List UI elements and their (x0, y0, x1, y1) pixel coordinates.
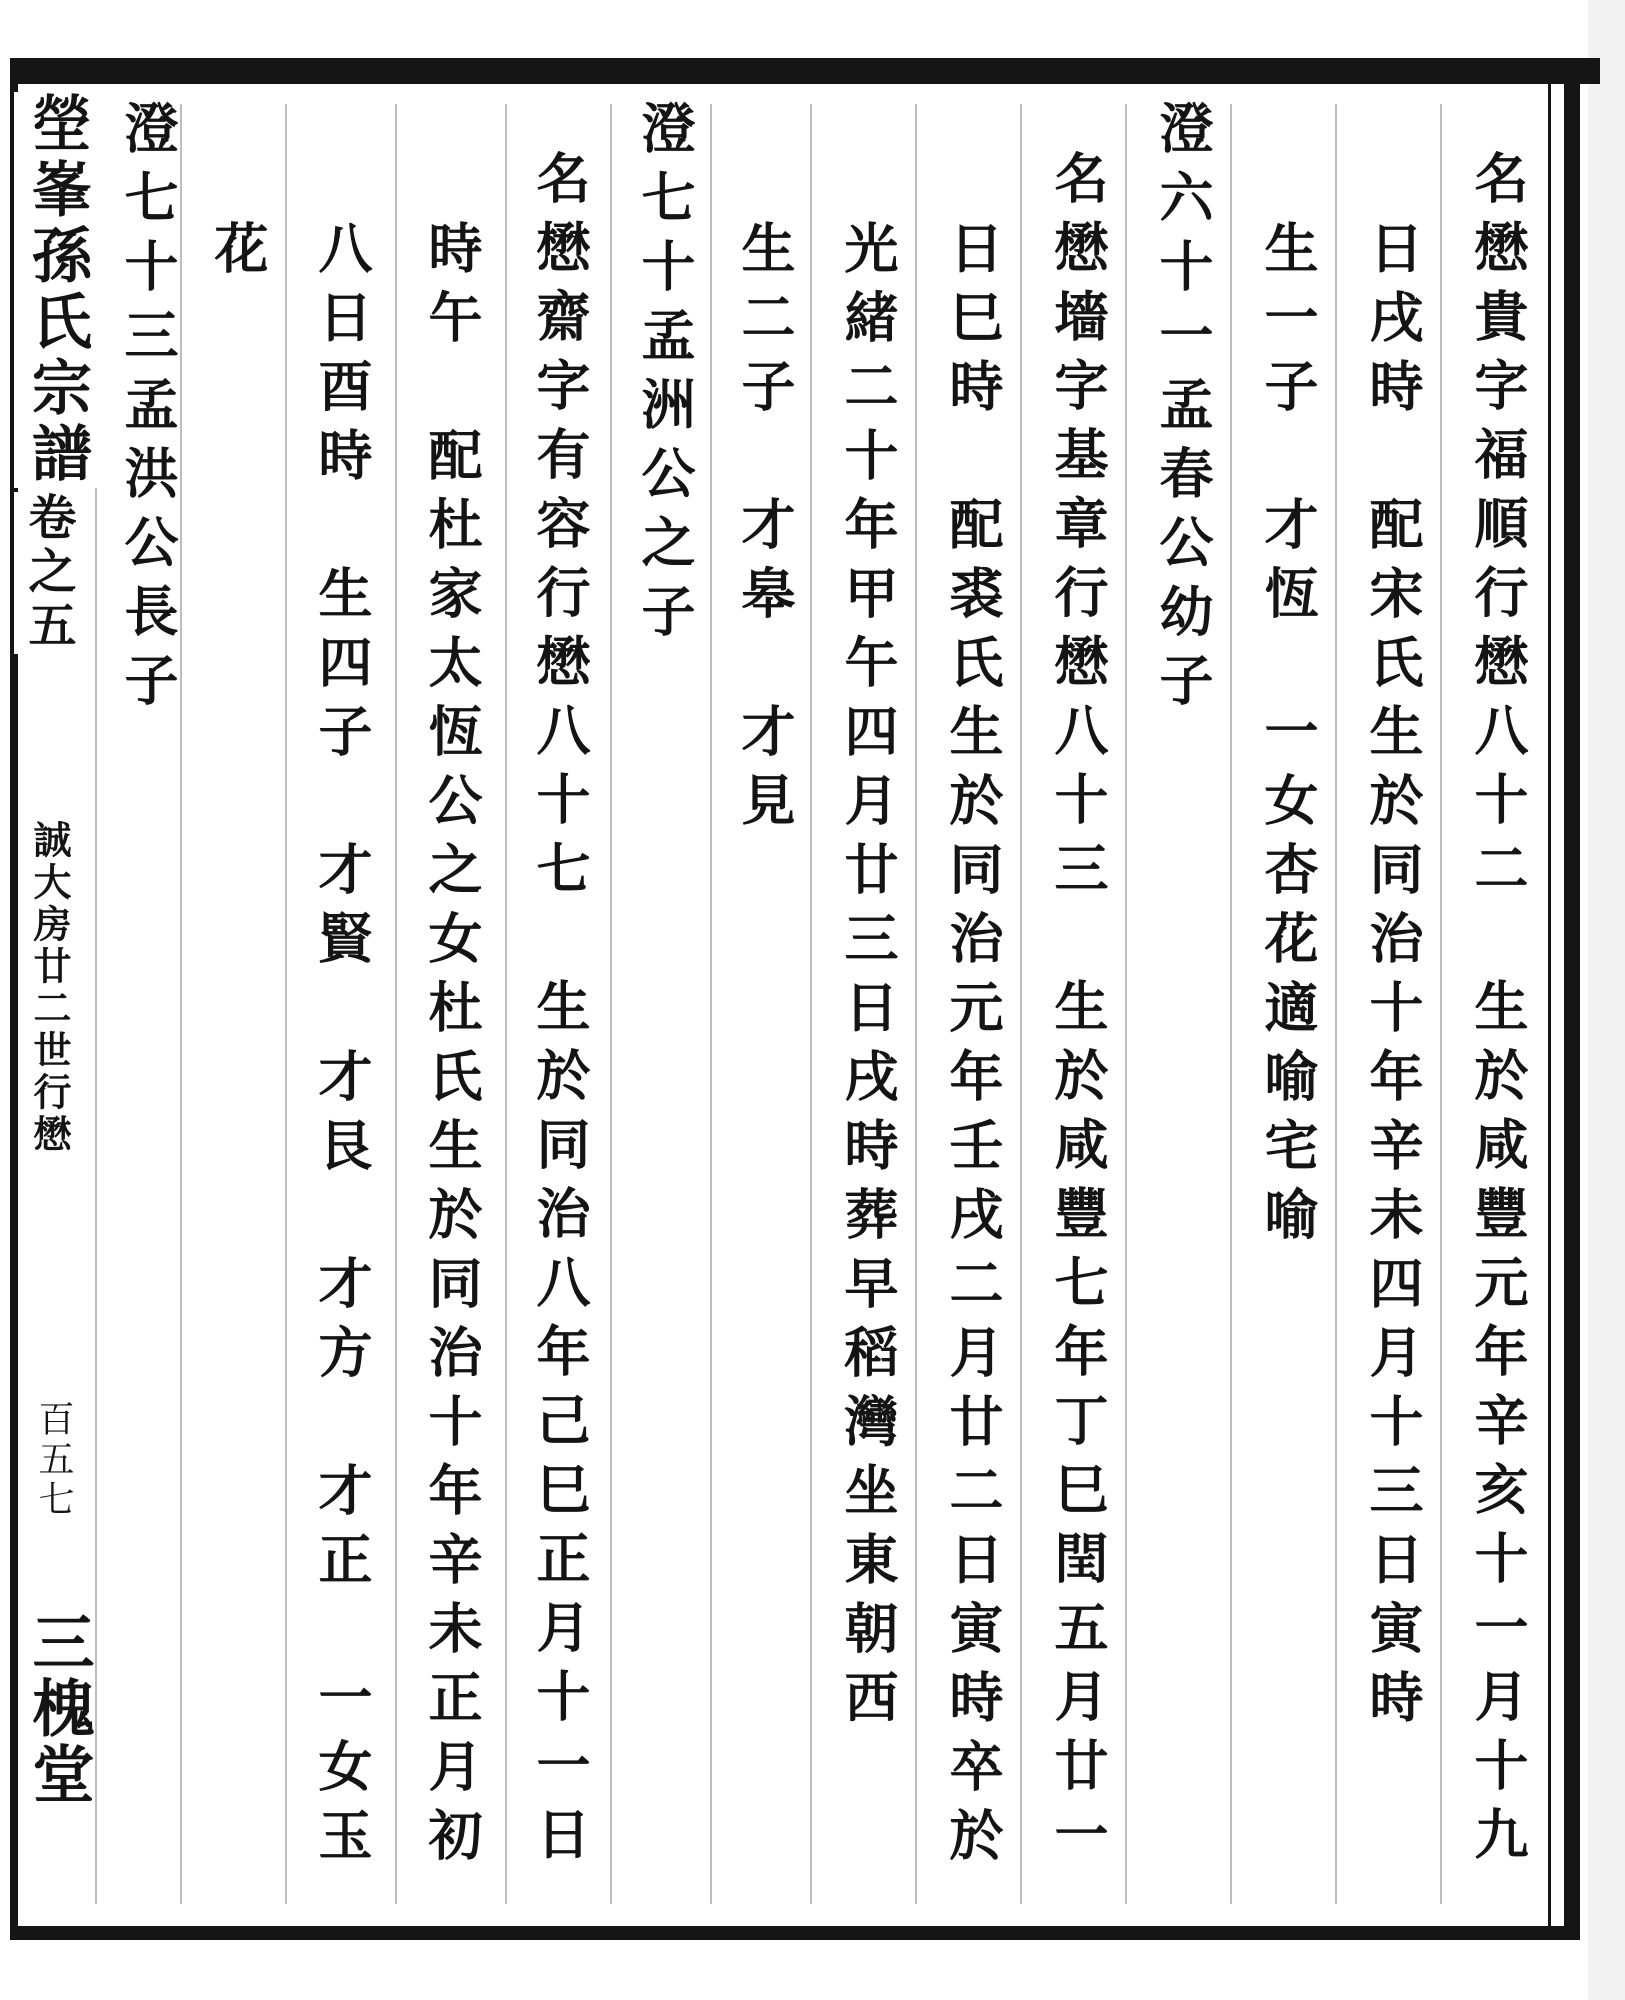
page-number: 百五七 (33, 1400, 74, 1520)
text-column-9: 澄七十孟洲公之子 (633, 100, 697, 652)
text-column-10: 名懋齋字有容行懋八十七 生於同治八年己巳正月十一日 (528, 150, 592, 1875)
column-rule (505, 104, 507, 1904)
frame-top-border (10, 58, 1600, 84)
hall-name: 三槐堂 (22, 1610, 95, 1808)
text-column-13: 花 (206, 220, 270, 289)
column-rule (610, 104, 612, 1904)
text-column-5: 名懋墻字基章行懋八十三 生於咸豐七年丁巳閏五月廿一 (1046, 150, 1110, 1875)
branch-subtitle: 誠大房廿二世行懋 (27, 820, 72, 1156)
column-rule (915, 104, 917, 1904)
frame-bottom-border (10, 1926, 1580, 1940)
column-rule (1440, 104, 1442, 1904)
text-column-7: 光緒二十年甲午四月廿三日戌時葬早稻灣坐東朝西 (836, 220, 900, 1738)
frame-right-border (1564, 58, 1580, 1940)
column-rule (395, 104, 397, 1904)
text-column-12: 八日酉時 生四子 才賢 才艮 才方 才正 一女玉 (310, 220, 374, 1876)
text-column-1: 名懋貴字福順行懋八十二 生於咸豐元年辛亥十一月十九 (1466, 150, 1530, 1875)
text-column-6: 日巳時 配裘氏生於同治元年壬戌二月廿二日寅時卒於 (941, 220, 1005, 1876)
text-column-3: 生一子 才恆 一女杏花適喻宅喻 (1256, 220, 1320, 1255)
text-column-4: 澄六十一孟春公幼子 (1151, 100, 1215, 721)
text-column-11: 時午 配杜家太恆公之女杜氏生於同治十年辛未正月初 (420, 220, 484, 1876)
genealogy-title: 塋峯孫氏宗譜 (14, 92, 100, 488)
volume-label: 卷之五 (14, 492, 83, 654)
page-edge (1588, 0, 1625, 2000)
column-rule (810, 104, 812, 1904)
column-rule (1230, 104, 1232, 1904)
margin-title-block (14, 92, 92, 658)
text-column-2: 日戌時 配宋氏生於同治十年辛未四月十三日寅時 (1361, 220, 1425, 1738)
column-rule (1335, 104, 1337, 1904)
text-column-14: 澄七十三孟洪公長子 (116, 100, 180, 721)
column-rule (1125, 104, 1127, 1904)
text-column-8: 生二子 才皋 才見 (733, 220, 797, 841)
column-rule (710, 104, 712, 1904)
frame-inner-right-border (1548, 84, 1551, 1940)
column-rule (1020, 104, 1022, 1904)
column-rule (285, 104, 287, 1904)
